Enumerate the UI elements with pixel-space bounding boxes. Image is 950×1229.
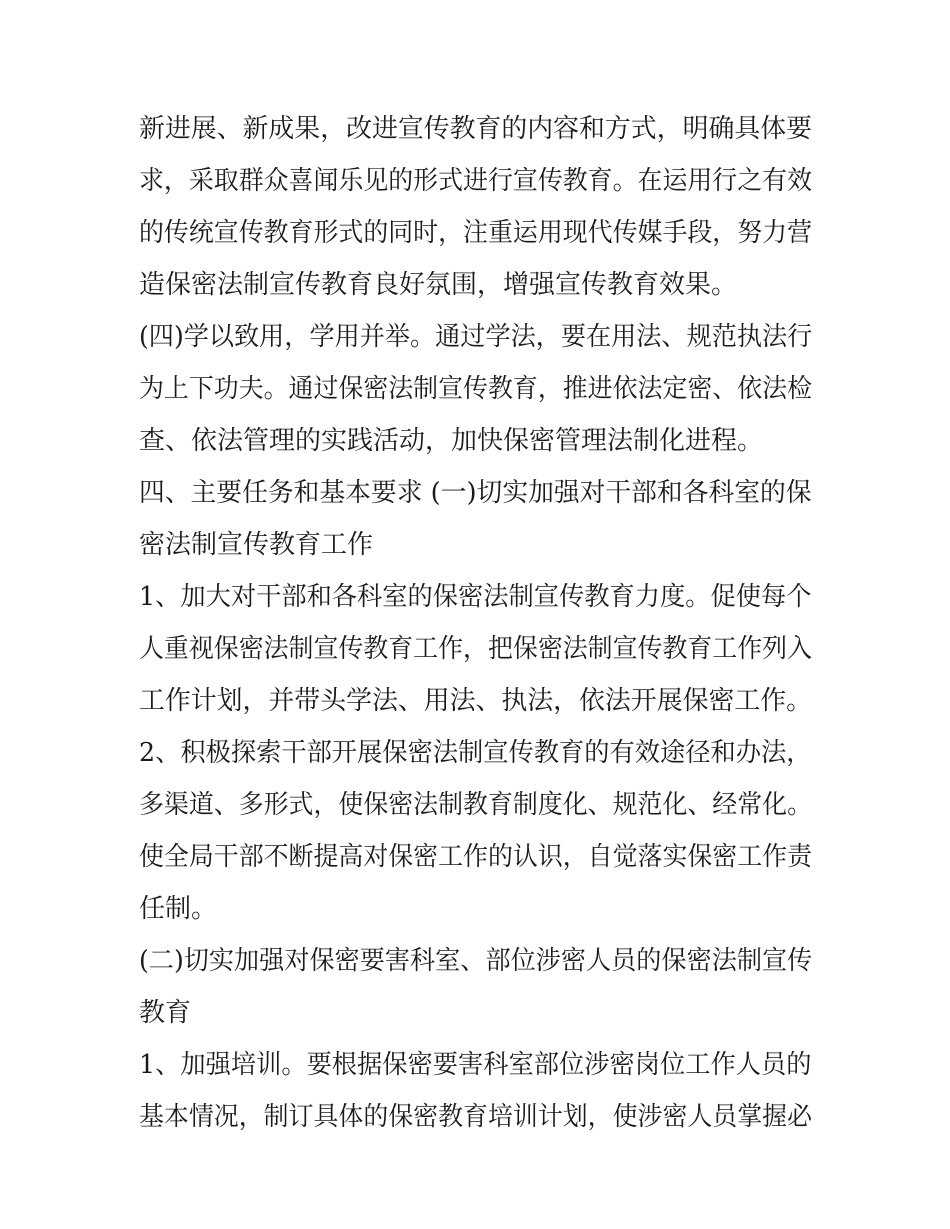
text-line: 密法制宣传教育工作 xyxy=(139,530,374,560)
text-line: 基本情况，制订具体的保密教育培训计划，使涉密人员掌握必 xyxy=(139,1102,813,1132)
text-line: 任制。 xyxy=(139,894,218,924)
text-line: 人重视保密法制宣传教育工作，把保密法制宣传教育工作列入 xyxy=(139,634,813,664)
text-line: 造保密法制宣传教育良好氛围，增强宣传教育效果。 xyxy=(139,270,738,300)
text-line: 1、加强培训。要根据保密要害科室部位涉密岗位工作人员的 xyxy=(139,1050,812,1080)
text-line: 2、积极探索干部开展保密法制宣传教育的有效途径和办法， xyxy=(139,738,812,768)
text-line: (四)学以致用，学用并举。通过学法，要在用法、规范执法行 xyxy=(139,322,813,352)
text-line: 为上下功夫。通过保密法制宣传教育，推进依法定密、依法检 xyxy=(139,374,813,404)
text-line: 教育 xyxy=(139,998,192,1028)
text-line: 工作计划，并带头学法、用法、执法，依法开展保密工作。 xyxy=(139,686,813,716)
text-line: 多渠道、多形式，使保密法制教育制度化、规范化、经常化。 xyxy=(139,790,813,820)
text-line: 新进展、新成果，改进宣传教育的内容和方式，明确具体要 xyxy=(139,114,813,144)
text-line: (二)切实加强对保密要害科室、部位涉密人员的保密法制宣传 xyxy=(139,946,813,976)
text-line: 四、主要任务和基本要求 (一)切实加强对干部和各科室的保 xyxy=(139,478,812,508)
text-line: 的传统宣传教育形式的同时，注重运用现代传媒手段，努力营 xyxy=(139,218,813,248)
text-line: 使全局干部不断提高对保密工作的认识，自觉落实保密工作责 xyxy=(139,842,813,872)
text-line: 查、依法管理的实践活动，加快保密管理法制化进程。 xyxy=(139,426,764,456)
text-line: 1、加大对干部和各科室的保密法制宣传教育力度。促使每个 xyxy=(139,582,812,612)
text-line: 求，采取群众喜闻乐见的形式进行宣传教育。在运用行之有效 xyxy=(139,166,813,196)
